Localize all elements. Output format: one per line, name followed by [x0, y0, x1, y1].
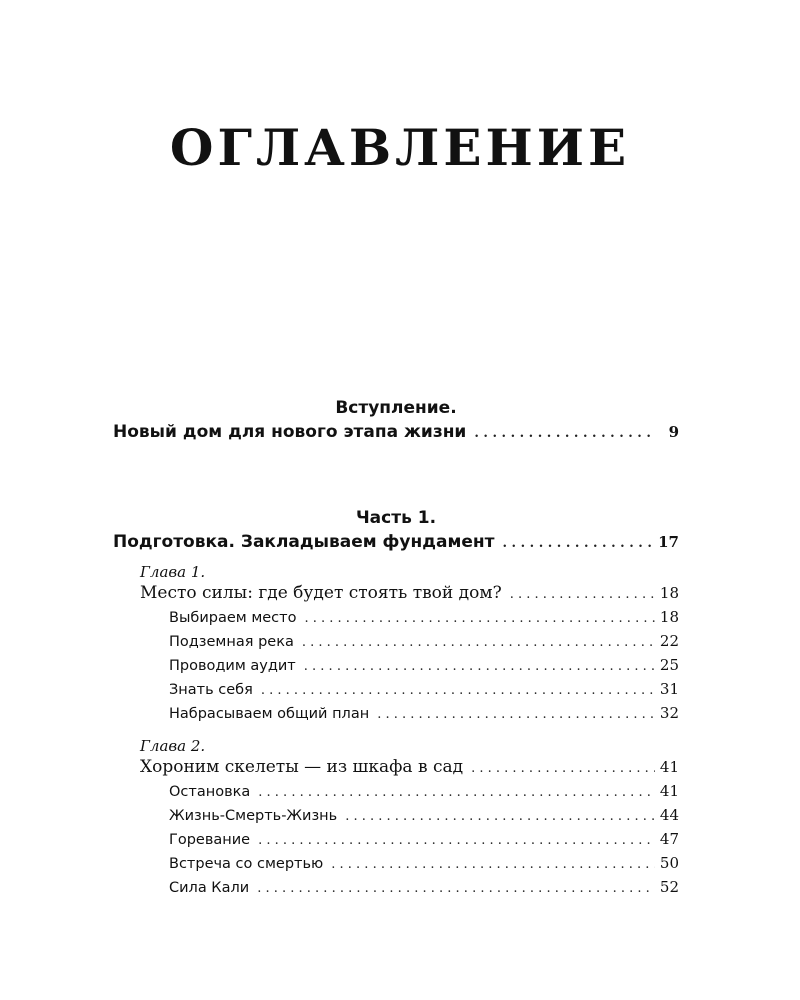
- toc-entry-page: 17: [658, 533, 679, 551]
- toc-entry-label: Хороним скелеты — из шкафа в сад: [140, 757, 464, 777]
- dot-leader: [302, 631, 655, 654]
- toc-entry-label: Выбираем место: [169, 610, 297, 626]
- chapter2-label: Глава 2.: [140, 737, 206, 755]
- dot-leader: [345, 805, 655, 828]
- toc-entry-label: Новый дом для нового этапа жизни: [113, 422, 467, 442]
- toc-entry-label: Подземная река: [169, 634, 294, 650]
- toc-entry-label: Набрасываем общий план: [169, 706, 370, 722]
- toc-entry-page: 25: [659, 656, 679, 674]
- toc-entry-page: 41: [659, 758, 679, 776]
- toc-subentry[interactable]: [113, 678, 679, 702]
- dot-leader: [258, 781, 655, 804]
- toc-entry-page: 18: [659, 584, 679, 602]
- toc-subentry[interactable]: [113, 876, 679, 900]
- toc-subentry[interactable]: [113, 828, 679, 852]
- toc-entry-page: 18: [659, 608, 679, 626]
- dot-leader: [331, 853, 655, 876]
- toc-entry-chapter2[interactable]: [113, 756, 679, 780]
- dot-leader: [261, 679, 655, 702]
- dot-leader: [304, 607, 655, 630]
- toc-entry-chapter1[interactable]: [113, 582, 679, 606]
- toc-entry-label: Проводим аудит: [169, 658, 296, 674]
- part1-heading: Часть 1.: [355, 508, 437, 528]
- page-title: ОГЛАВЛЕНИЕ: [169, 118, 631, 177]
- toc-entry-label: Подготовка. Закладываем фундамент: [113, 532, 495, 552]
- intro-heading: Вступление.: [335, 398, 457, 418]
- toc-entry-page: 32: [659, 704, 679, 722]
- toc-subentry[interactable]: [113, 702, 679, 726]
- chapter1-label: Глава 1.: [140, 563, 206, 581]
- toc-entry-label: Знать себя: [169, 682, 253, 698]
- toc-subentry[interactable]: [113, 630, 679, 654]
- toc-entry-label: Встреча со смертью: [169, 856, 324, 872]
- dot-leader: [471, 757, 655, 780]
- dot-leader: [474, 422, 655, 446]
- toc-entry-label: Горевание: [169, 832, 251, 848]
- toc-subentry[interactable]: [113, 852, 679, 876]
- dot-leader: [304, 655, 655, 678]
- toc-entry-part1[interactable]: [113, 530, 679, 556]
- toc-entry-page: 41: [659, 782, 679, 800]
- table-of-contents: [113, 396, 679, 900]
- dot-leader: [502, 532, 654, 556]
- toc-entry-page: 44: [659, 806, 679, 824]
- toc-entry-page: 47: [659, 830, 679, 848]
- dot-leader: [257, 877, 655, 900]
- toc-entry-label: Место силы: где будет стоять твой дом?: [140, 583, 502, 603]
- toc-entry-page: 31: [659, 680, 679, 698]
- toc-entry-page: 9: [668, 423, 679, 441]
- toc-entry-label: Сила Кали: [169, 880, 250, 896]
- toc-subentry[interactable]: [113, 654, 679, 678]
- toc-entry-page: 50: [659, 854, 679, 872]
- toc-subentry[interactable]: [113, 804, 679, 828]
- dot-leader: [258, 829, 655, 852]
- toc-entry-label: Жизнь-Смерть-Жизнь: [169, 808, 338, 824]
- toc-entry-label: Остановка: [169, 784, 251, 800]
- toc-entry-intro[interactable]: [113, 420, 679, 446]
- toc-subentry[interactable]: [113, 780, 679, 804]
- toc-entry-page: 22: [659, 632, 679, 650]
- dot-leader: [510, 583, 655, 606]
- dot-leader: [377, 703, 655, 726]
- toc-subentry[interactable]: [113, 606, 679, 630]
- toc-entry-page: 52: [659, 878, 679, 896]
